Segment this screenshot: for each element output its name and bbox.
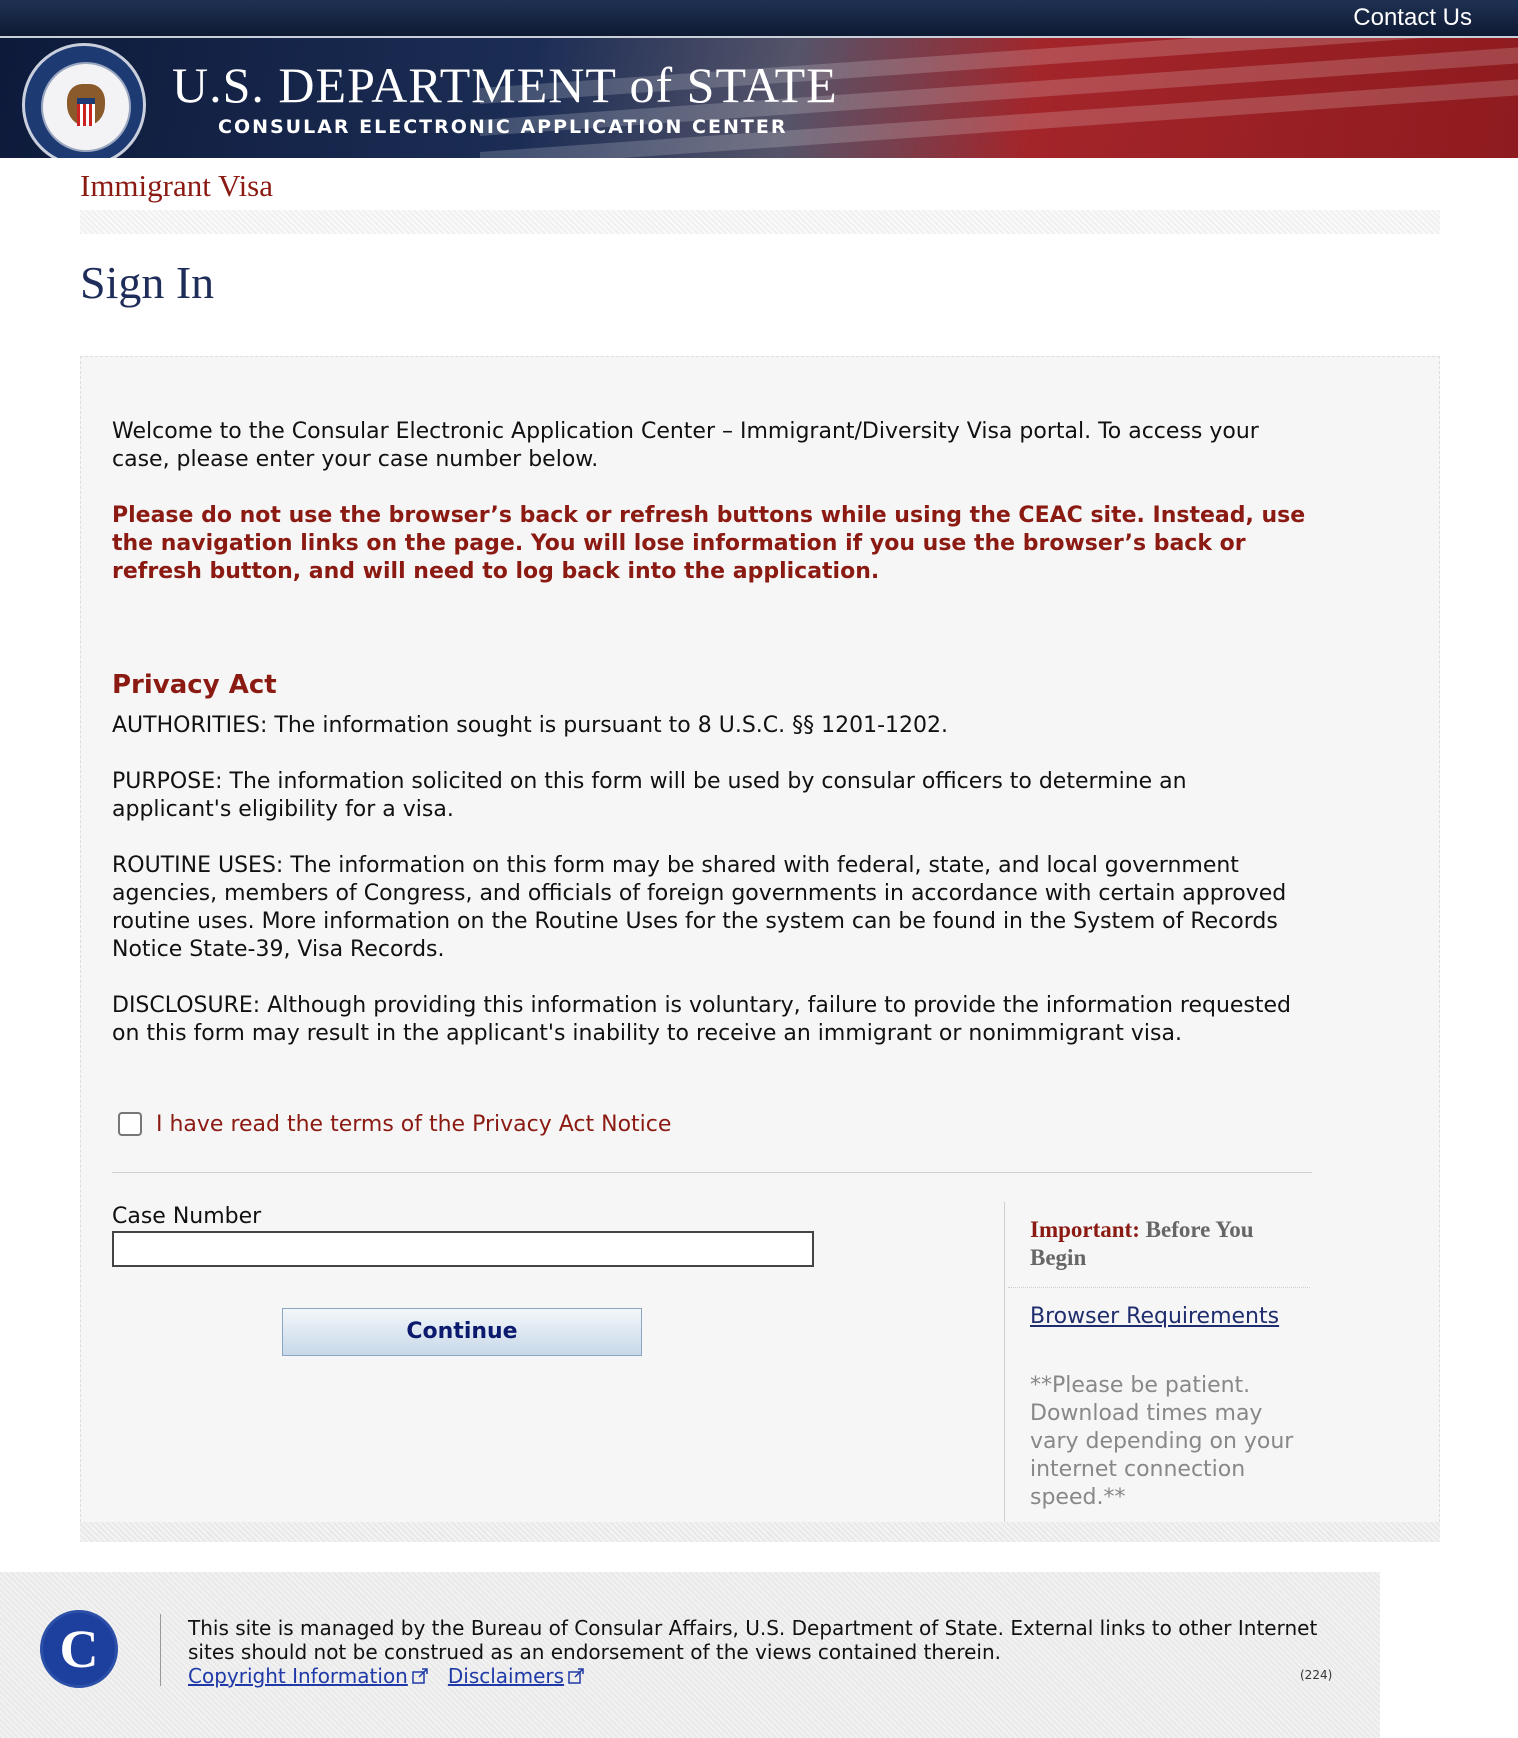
patience-note: **Please be patient. Download times may vary depending on your internet connection speed.** xyxy=(1030,1373,1294,1510)
welcome-text: Welcome to the Consular Electronic Application Center – Immigrant/Diversity Visa portal. To access your case, please enter your case number below. xyxy=(112,419,1259,472)
important-label: Important: xyxy=(1030,1217,1140,1242)
case-number-input[interactable] xyxy=(112,1231,814,1267)
department-subtitle: CONSULAR ELECTRONIC APPLICATION CENTER xyxy=(218,116,788,138)
privacy-disclosure: DISCLOSURE: Although providing this information is voluntary, failure to provide the information requested on this form may result in the applicant's inability to receive an immigrant or nonimmigrant visa. xyxy=(112,993,1292,1046)
copyright-link[interactable] xyxy=(188,1664,428,1688)
footer-text: This site is managed by the Bureau of Consular Affairs, U.S. Department of State. External links to other Internet sites should not be construed as an endorsement of the views contained therein. xyxy=(188,1616,1318,1664)
navigation-warning: Please do not use the browser’s back or refresh buttons while using the CEAC site. Instead, use the navigation links on the page. You will lose information if you use the browser’s back or refresh button, and will need to log back into the application. xyxy=(112,503,1306,584)
disclaimers-link[interactable] xyxy=(448,1664,584,1688)
privacy-routine-uses: ROUTINE USES: The information on this form may be shared with federal, state, and local government agencies, members of Congress, and officials of foreign governments in accordance with certain approved routine uses. More information on the Routine Uses for the system can be found in the System of Records Notice State-39, Visa Records. xyxy=(112,853,1287,962)
sidebar-separator xyxy=(1008,1287,1310,1288)
privacy-authorities: AUTHORITIES: The information sought is pursuant to 8 U.S.C. §§ 1201-1202. xyxy=(112,713,949,738)
external-link-icon xyxy=(568,1668,584,1684)
privacy-act-heading: Privacy Act xyxy=(112,670,277,700)
before-you-begin-label: Before You Begin xyxy=(1030,1217,1254,1270)
privacy-checkbox[interactable] xyxy=(118,1112,142,1136)
case-number-label: Case Number xyxy=(112,1204,262,1229)
department-of-state-seal-icon xyxy=(22,43,146,158)
build-number: (224) xyxy=(1300,1668,1333,1682)
continue-button[interactable]: Continue xyxy=(282,1308,642,1356)
consular-affairs-logo-icon: C xyxy=(40,1610,118,1688)
important-heading xyxy=(1030,1216,1270,1272)
privacy-acknowledgement[interactable] xyxy=(118,1108,671,1140)
application-name: Immigrant Visa xyxy=(80,168,274,203)
top-bar xyxy=(0,0,1518,38)
form-divider xyxy=(112,1172,1312,1173)
footer-divider xyxy=(160,1614,161,1686)
disclaimers-link-label[interactable]: Disclaimers xyxy=(447,1664,565,1688)
copyright-link-label[interactable]: Copyright Information xyxy=(188,1664,408,1688)
page-title: Sign In xyxy=(80,257,215,308)
browser-requirements-link[interactable]: Browser Requirements xyxy=(1030,1304,1280,1329)
footer-links xyxy=(188,1664,584,1688)
privacy-purpose: PURPOSE: The information solicited on this form will be used by consular officers to determine an applicant's eligibility for a visa. xyxy=(112,769,1187,822)
privacy-checkbox-label[interactable]: I have read the terms of the Privacy Act Notice xyxy=(156,1111,672,1137)
external-link-icon xyxy=(412,1668,428,1684)
heading-divider xyxy=(80,210,1440,234)
department-title: U.S. DEPARTMENT of STATE xyxy=(172,57,838,113)
sidebar-divider xyxy=(1004,1202,1005,1522)
panel-bottom-border xyxy=(80,1522,1440,1542)
contact-us-link[interactable]: Contact Us xyxy=(1353,4,1472,31)
